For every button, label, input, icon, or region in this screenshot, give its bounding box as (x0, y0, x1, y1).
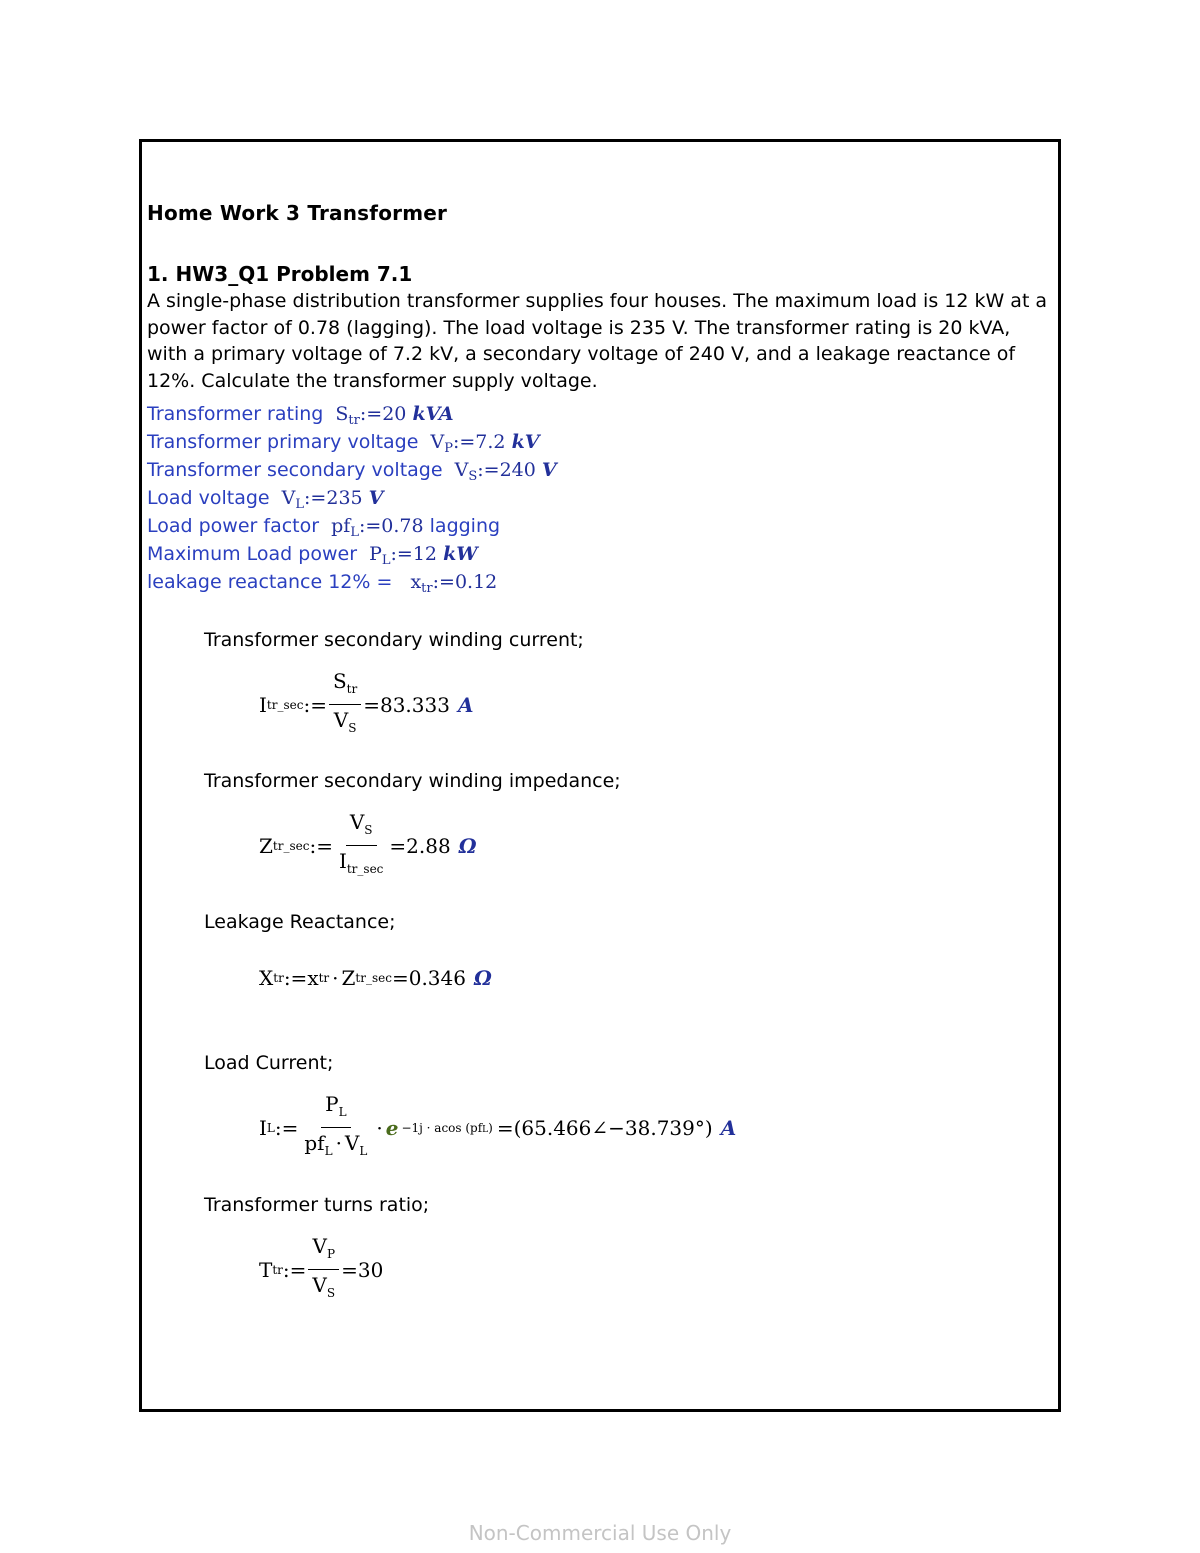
given-leakage-reactance (147, 571, 497, 596)
given-value: 0.78 (381, 515, 424, 537)
given-label: leakage reactance 12% = (147, 571, 393, 593)
given-symbol: P (369, 543, 382, 565)
eq-lhs-sub: tr (273, 971, 284, 985)
given-symbol: x (410, 571, 422, 593)
eq-result: =(65.466∠−38.739°) (496, 1115, 713, 1140)
given-load-voltage (147, 487, 383, 512)
given-value: 235 (326, 487, 363, 509)
given-assign: := (452, 431, 476, 453)
num-symbol: V (349, 810, 365, 834)
given-assign: := (390, 543, 413, 565)
num-sub: S (364, 823, 373, 837)
given-assign: := (432, 571, 455, 593)
given-assign: := (304, 487, 327, 509)
given-subscript: L (381, 553, 391, 568)
given-subscript: L (295, 497, 305, 512)
fraction-denominator (308, 1270, 339, 1306)
given-secondary-voltage (147, 459, 557, 484)
den-symbol-a: pf (304, 1131, 325, 1155)
factor-2-sub: tr_sec (355, 971, 392, 985)
given-load-power-factor (147, 515, 500, 540)
den-sub-a: L (324, 1144, 333, 1158)
eq-result: =30 (341, 1257, 384, 1282)
given-assign: := (359, 403, 383, 425)
eq-unit: A (720, 1115, 737, 1140)
eq-lhs-sub: L (266, 1120, 275, 1135)
eq-lhs: I (259, 1115, 267, 1140)
den-symbol: I (338, 849, 347, 873)
den-sub: tr_sec (346, 862, 384, 876)
equation-secondary-impedance (259, 809, 477, 882)
equation-turns-ratio (259, 1233, 383, 1306)
equation-load-current (259, 1091, 736, 1164)
fraction (335, 809, 387, 882)
euler-e: e (385, 1115, 399, 1140)
given-value: 20 (382, 403, 407, 425)
given-label: Transformer primary voltage (147, 431, 419, 453)
exponent-text: −1j · acos (pf (401, 1120, 483, 1135)
equation-leakage-reactance (259, 966, 492, 990)
den-sub: S (348, 721, 357, 735)
given-value: 12 (412, 543, 438, 565)
step-label-secondary-current: Transformer secondary winding current; (204, 629, 584, 651)
document-title: Home Work 3 Transformer (147, 201, 448, 225)
factor-1: x (307, 966, 319, 990)
given-label: Maximum Load power (147, 543, 358, 565)
num-sub: P (326, 1247, 336, 1261)
given-label: Transformer secondary voltage (147, 459, 443, 481)
eq-assign: := (283, 966, 308, 990)
dot-operator: · (376, 1115, 383, 1140)
given-label: Load power factor (147, 515, 320, 537)
eq-result: =2.88 (389, 833, 451, 858)
fraction (300, 1091, 371, 1164)
num-sub: L (338, 1105, 347, 1119)
num-symbol: P (325, 1092, 339, 1116)
given-unit: V (368, 487, 384, 509)
given-symbol: pf (331, 515, 351, 537)
eq-lhs: Z (259, 833, 273, 858)
problem-statement: A single-phase distribution transformer supplies four houses. The maximum load is 12 kW at a power factor of 0.78 (lagging). The load voltage is 235 V. The transformer rating is 20 kVA, with a primary voltage of 7.2 kV, a secondary voltage of 240 V, and a leakage reactance of 12%. Calculate the transformer supply voltage. (147, 290, 1048, 392)
given-transformer-rating (147, 403, 454, 428)
given-value: 7.2 (475, 431, 506, 453)
fraction-numerator (308, 1233, 339, 1270)
eq-lhs: T (259, 1257, 273, 1282)
step-label-load-current: Load Current; (204, 1052, 334, 1074)
given-subscript: S (468, 469, 478, 484)
fraction-numerator (329, 668, 361, 705)
eq-assign: := (282, 1257, 307, 1282)
eq-lhs: I (259, 692, 267, 717)
eq-lhs: X (259, 966, 274, 990)
given-subscript: tr (348, 413, 360, 428)
factor-2: Z (341, 966, 356, 990)
given-unit: kW (443, 543, 478, 565)
eq-lhs-sub: tr (272, 1262, 283, 1277)
den-sub-b: L (359, 1144, 368, 1158)
given-subscript: tr (421, 581, 433, 596)
given-max-load-power (147, 543, 478, 568)
eq-lhs-sub: tr_sec (272, 838, 310, 853)
given-assign: := (358, 515, 382, 537)
given-primary-voltage (147, 431, 539, 456)
dot-operator: · (335, 1131, 342, 1155)
given-unit: V (541, 459, 557, 481)
given-label: Load voltage (147, 487, 270, 509)
den-sub: S (326, 1286, 336, 1300)
exponent (401, 1121, 492, 1135)
given-symbol: V (430, 431, 445, 453)
given-symbol: V (454, 459, 469, 481)
given-unit: kVA (412, 403, 454, 425)
den-symbol: V (333, 708, 349, 732)
step-label-leakage-reactance: Leakage Reactance; (204, 911, 396, 933)
den-symbol: V (312, 1273, 327, 1297)
eq-unit: A (457, 692, 474, 717)
given-value: 240 (499, 459, 536, 481)
eq-unit: Ω (458, 833, 477, 858)
num-symbol: S (332, 669, 347, 693)
given-symbol: S (335, 403, 349, 425)
eq-result: =0.346 (391, 966, 466, 990)
equation-secondary-current (259, 668, 474, 741)
num-symbol: V (312, 1234, 327, 1258)
fraction-numerator (321, 1091, 350, 1128)
fraction (329, 668, 361, 741)
step-label-secondary-impedance: Transformer secondary winding impedance; (204, 770, 621, 792)
fraction-denominator (335, 846, 387, 882)
factor-1-sub: tr (318, 971, 330, 985)
exponent-close: ) (488, 1120, 493, 1135)
eq-assign: := (309, 833, 333, 858)
fraction-numerator (346, 809, 377, 846)
fraction-denominator (330, 705, 361, 741)
given-value: 0.12 (454, 571, 498, 593)
exponent-sub: L (482, 1124, 489, 1135)
given-assign: := (477, 459, 500, 481)
dot-operator: · (332, 966, 339, 990)
given-unit: kV (511, 431, 540, 453)
num-sub: tr (346, 682, 358, 696)
given-subscript: L (350, 525, 359, 540)
eq-result: =83.333 (363, 692, 450, 717)
eq-assign: := (274, 1115, 299, 1140)
given-subscript: P (444, 441, 453, 456)
given-label: Transformer rating (147, 403, 324, 425)
eq-lhs-sub: tr_sec (266, 697, 304, 712)
given-symbol: V (281, 487, 296, 509)
question-title: 1. HW3_Q1 Problem 7.1 (147, 262, 413, 286)
watermark: Non-Commercial Use Only (468, 1521, 732, 1545)
eq-unit: Ω (473, 966, 492, 990)
eq-assign: := (303, 692, 327, 717)
fraction-denominator (300, 1128, 371, 1164)
given-suffix: lagging (429, 515, 501, 537)
den-symbol-b: V (344, 1131, 360, 1155)
fraction (308, 1233, 339, 1306)
step-label-turns-ratio: Transformer turns ratio; (204, 1194, 430, 1216)
